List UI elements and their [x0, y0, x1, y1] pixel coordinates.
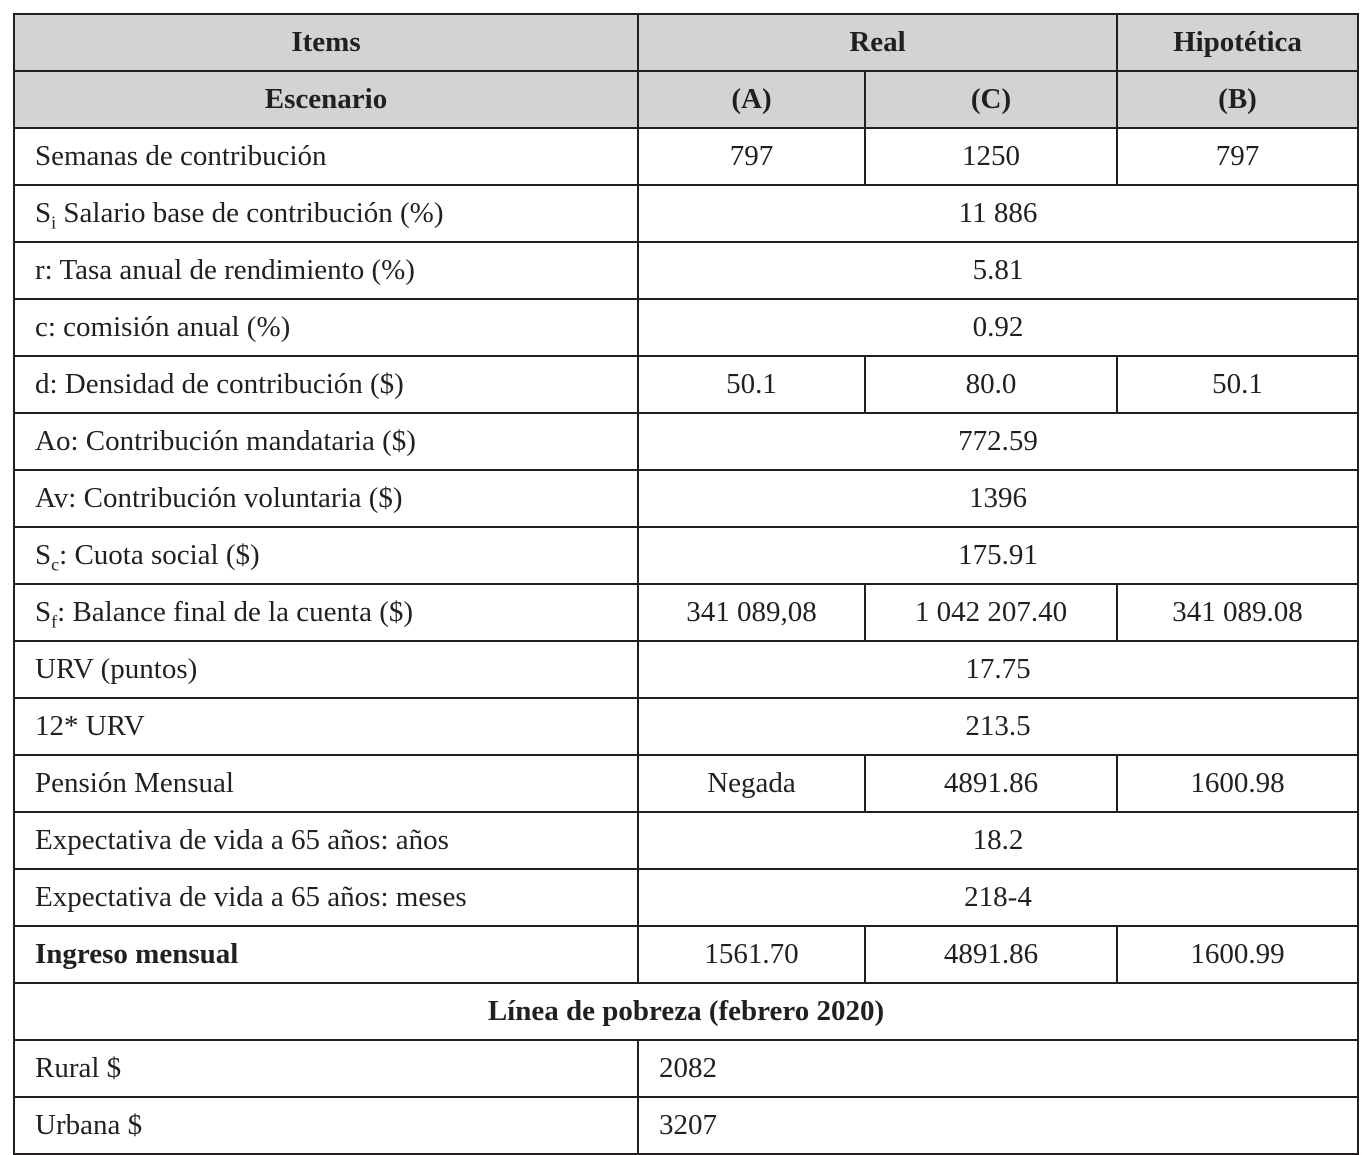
row-label-vida-anos: Expectativa de vida a 65 años: años	[14, 812, 638, 869]
subscript: i	[51, 212, 57, 233]
subscript: f	[51, 611, 58, 632]
table-row	[14, 812, 1358, 869]
cell-ingreso-c: 4891.86	[865, 926, 1117, 983]
cell-pension-b: 1600.98	[1117, 755, 1358, 812]
symbol: S	[35, 539, 52, 571]
cell-pension-a: Negada	[638, 755, 865, 812]
pobreza-title-row	[14, 983, 1358, 1040]
cell-ao-value: 772.59	[638, 413, 1358, 470]
cell-vida-meses-value: 218-4	[638, 869, 1358, 926]
cell-balance-c: 1 042 207.40	[865, 584, 1117, 641]
pobreza-title: Línea de pobreza (febrero 2020)	[14, 983, 1358, 1040]
cell-av-value: 1396	[638, 470, 1358, 527]
row-label-salario	[14, 185, 638, 242]
header-col-b: (B)	[1117, 71, 1358, 128]
cell-rural-value: 2082	[638, 1040, 1358, 1097]
row-label-av: Av: Contribución voluntaria ($)	[14, 470, 638, 527]
cell-ingreso-b: 1600.99	[1117, 926, 1358, 983]
table-row	[14, 926, 1358, 983]
table-row	[14, 1097, 1358, 1154]
row-label-urv: URV (puntos)	[14, 641, 638, 698]
cell-comision-value: 0.92	[638, 299, 1358, 356]
table-row	[14, 527, 1358, 584]
table-row	[14, 869, 1358, 926]
table-row	[14, 1040, 1358, 1097]
cell-balance-b: 341 089.08	[1117, 584, 1358, 641]
table-row	[14, 584, 1358, 641]
header-row-1	[14, 14, 1358, 71]
header-real: Real	[638, 14, 1117, 71]
row-label-pension: Pensión Mensual	[14, 755, 638, 812]
cell-urv12-value: 213.5	[638, 698, 1358, 755]
header-col-c: (C)	[865, 71, 1117, 128]
cell-tasa-value: 5.81	[638, 242, 1358, 299]
table-row	[14, 299, 1358, 356]
row-label-urv12: 12* URV	[14, 698, 638, 755]
symbol: S	[35, 596, 52, 628]
cell-urv-value: 17.75	[638, 641, 1358, 698]
header-col-a: (A)	[638, 71, 865, 128]
row-label-ao: Ao: Contribución mandataria ($)	[14, 413, 638, 470]
row-label-comision: c: comisión anual (%)	[14, 299, 638, 356]
label-text: Salario base de contribución (%)	[56, 197, 444, 229]
table-row	[14, 128, 1358, 185]
table-row	[14, 185, 1358, 242]
row-label-tasa: r: Tasa anual de rendimiento (%)	[14, 242, 638, 299]
row-label-balance	[14, 584, 638, 641]
cell-vida-anos-value: 18.2	[638, 812, 1358, 869]
cell-salario-value: 11 886	[638, 185, 1358, 242]
cell-urbana-value: 3207	[638, 1097, 1358, 1154]
header-escenario: Escenario	[14, 71, 638, 128]
pension-scenarios-table	[13, 13, 1359, 1155]
table-row	[14, 356, 1358, 413]
cell-pension-c: 4891.86	[865, 755, 1117, 812]
row-label-semanas: Semanas de contribución	[14, 128, 638, 185]
cell-balance-a: 341 089,08	[638, 584, 865, 641]
label-text: : Cuota social ($)	[59, 539, 260, 571]
row-label-urbana: Urbana $	[14, 1097, 638, 1154]
cell-semanas-a: 797	[638, 128, 865, 185]
table-row	[14, 641, 1358, 698]
row-label-densidad: d: Densidad de contribución ($)	[14, 356, 638, 413]
table-row	[14, 470, 1358, 527]
row-label-rural: Rural $	[14, 1040, 638, 1097]
header-items: Items	[14, 14, 638, 71]
cell-densidad-a: 50.1	[638, 356, 865, 413]
cell-densidad-b: 50.1	[1117, 356, 1358, 413]
cell-cuota-value: 175.91	[638, 527, 1358, 584]
cell-ingreso-a: 1561.70	[638, 926, 865, 983]
cell-semanas-b: 797	[1117, 128, 1358, 185]
cell-densidad-c: 80.0	[865, 356, 1117, 413]
table-row	[14, 755, 1358, 812]
symbol: S	[35, 197, 52, 229]
row-label-ingreso: Ingreso mensual	[14, 926, 638, 983]
row-label-vida-meses: Expectativa de vida a 65 años: meses	[14, 869, 638, 926]
cell-semanas-c: 1250	[865, 128, 1117, 185]
table-row	[14, 698, 1358, 755]
header-hipotetica: Hipotética	[1117, 14, 1358, 71]
table-row	[14, 413, 1358, 470]
subscript: c	[51, 554, 60, 575]
label-text: : Balance final de la cuenta ($)	[57, 596, 414, 628]
header-row-2	[14, 71, 1358, 128]
row-label-cuota	[14, 527, 638, 584]
table-row	[14, 242, 1358, 299]
